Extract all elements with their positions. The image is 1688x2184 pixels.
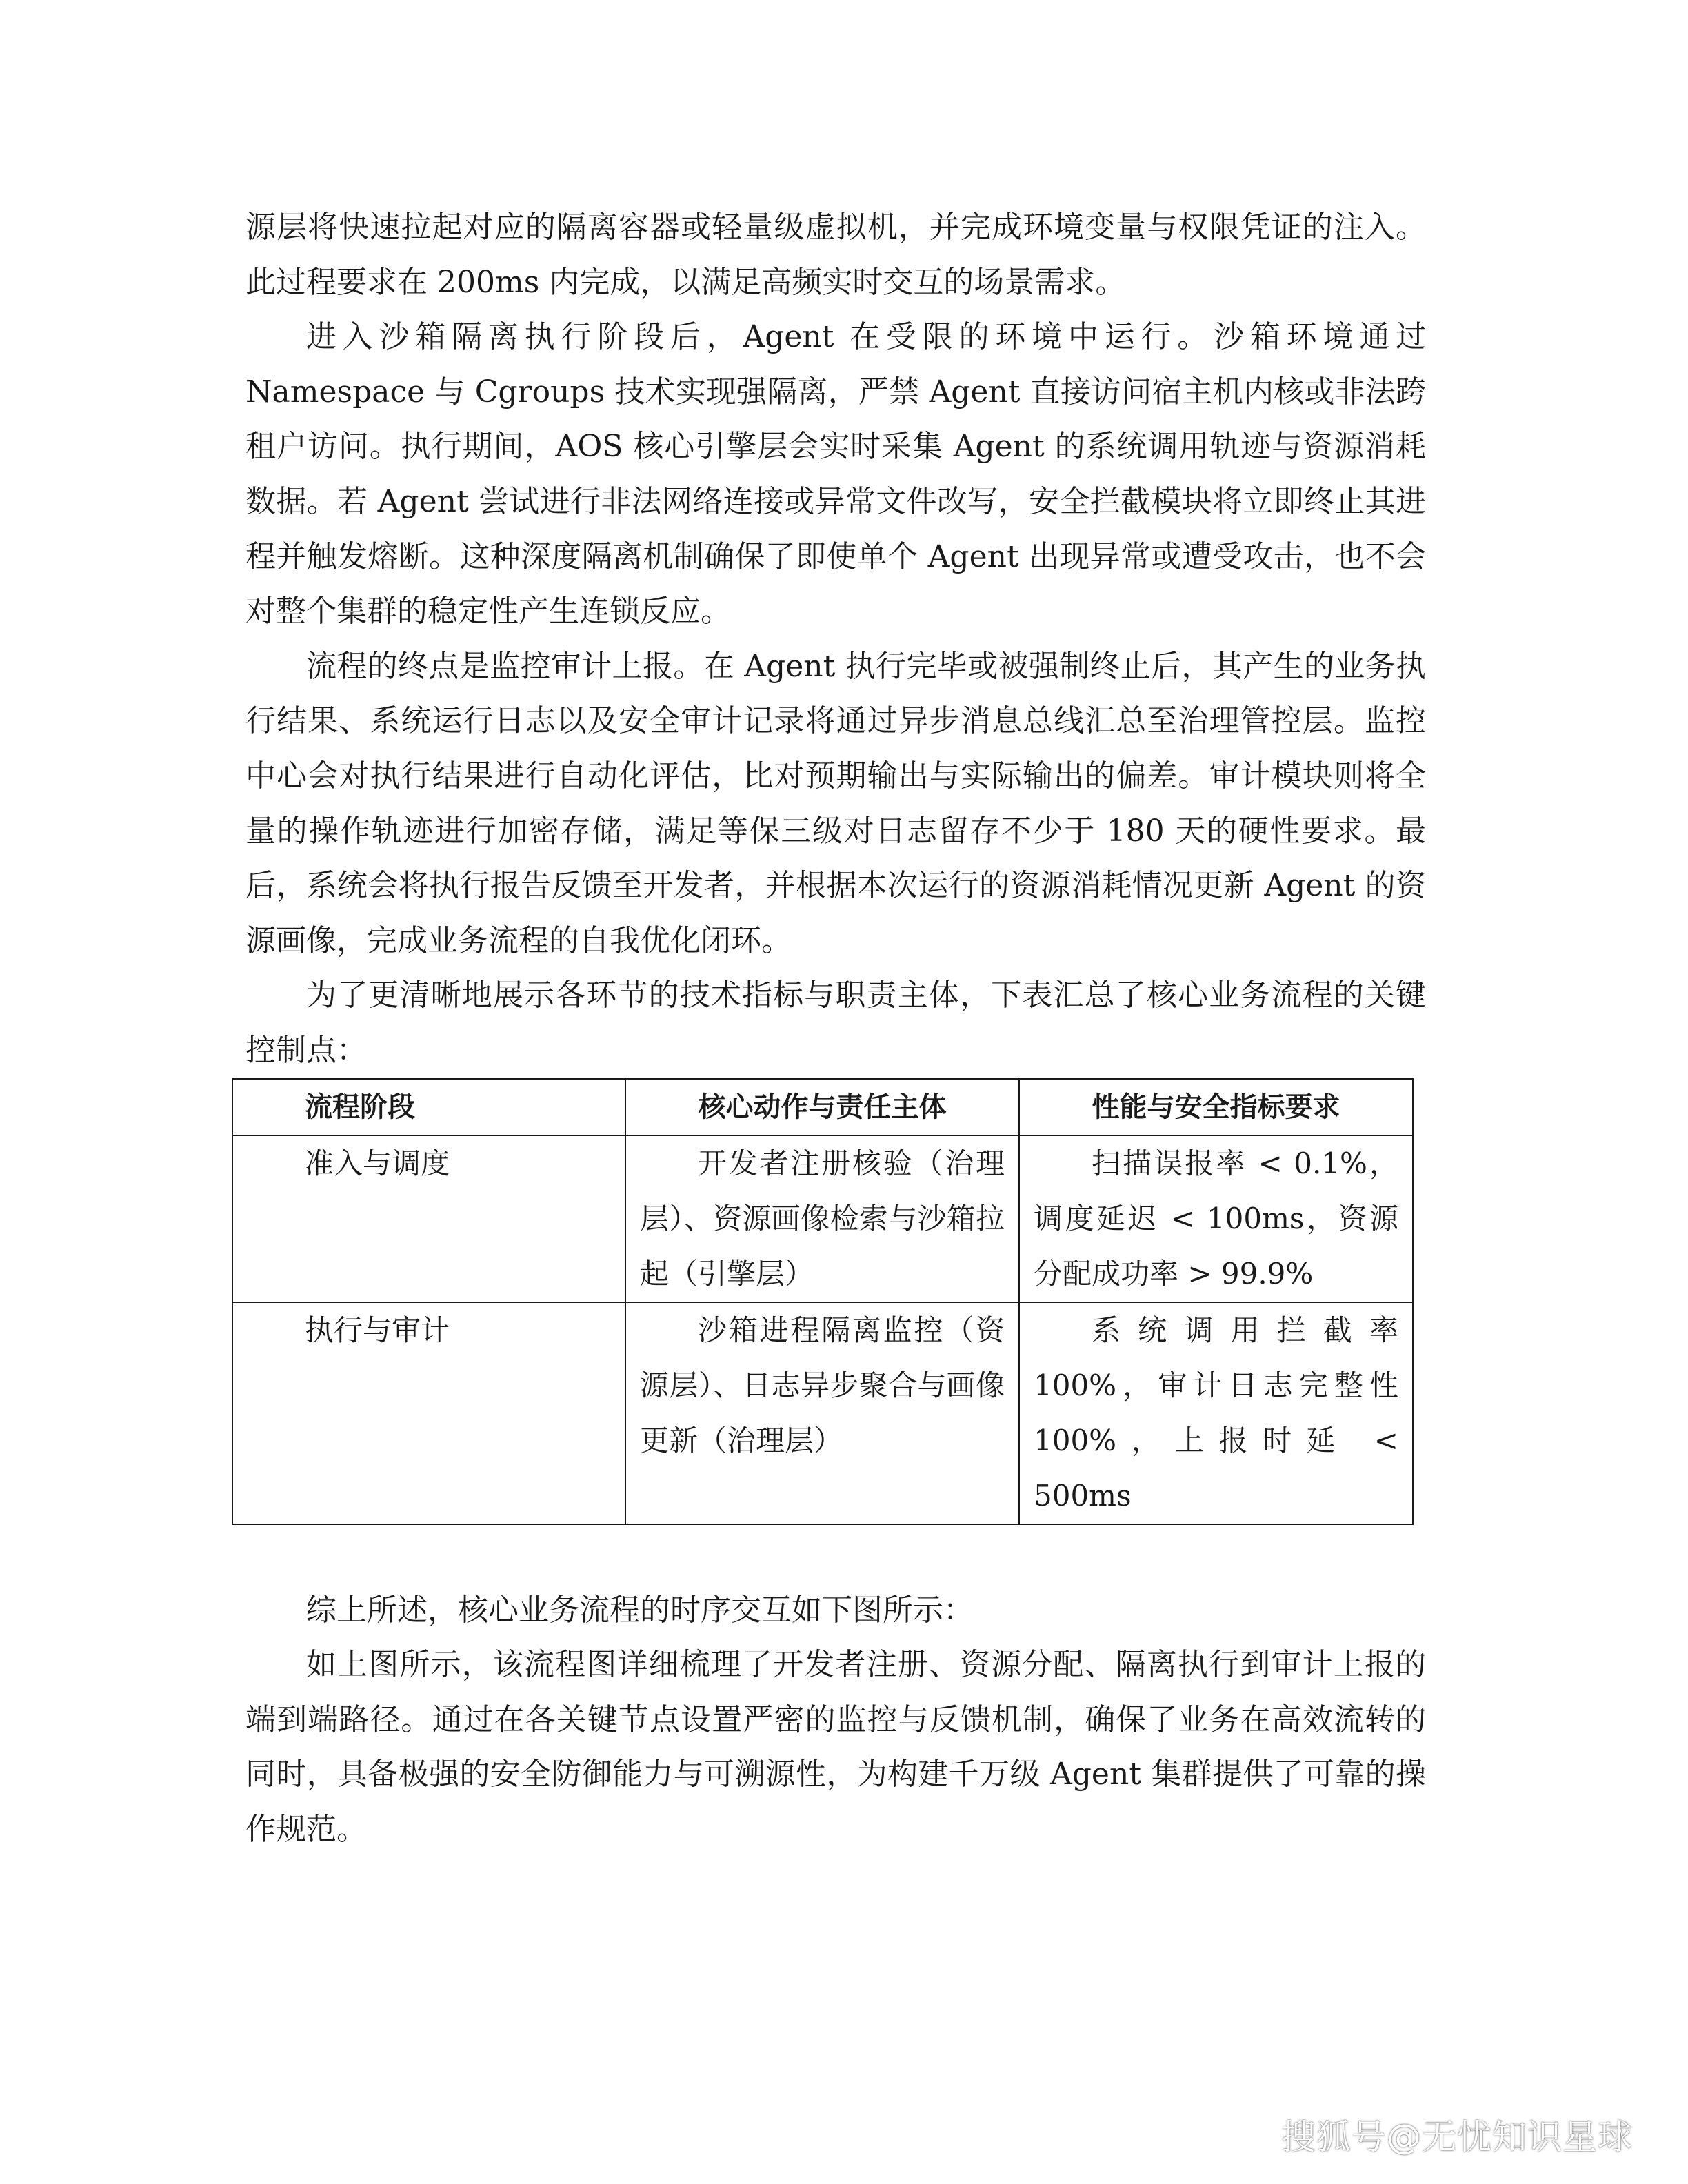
header-stage: 流程阶段 xyxy=(232,1079,625,1135)
control-points-table xyxy=(232,1078,1414,1525)
table-header-row xyxy=(232,1079,1413,1135)
paragraph-monitoring-audit: 流程的终点是监控审计上报。在 Agent 执行完毕或被强制终止后，其产生的业务执行结果、系统运行日志以及安全审计记录将通过异步消息总线汇总至治理管控层。监控中心会对执行结果进行自动化评估，比对预期输出与实际输出的偏差。审计模块则将全量的操作轨迹进行加密存储，满足等保三级对日志留存不少于 180 天的硬性要求。最后，系统会将执行报告反馈至开发者，并根据本次运行的资源消耗情况更新 Agent 的资源画像，完成业务流程的自我优化闭环。 xyxy=(245,648,1426,958)
table-row xyxy=(232,1302,1413,1524)
document-page xyxy=(245,200,1426,1857)
table-row xyxy=(232,1135,1413,1302)
watermark-text: 搜狐号@无忧知识星球 xyxy=(1281,2117,1633,2157)
cell-stage: 执行与审计 xyxy=(232,1302,625,1524)
paragraph-resource-layer: 源层将快速拉起对应的隔离容器或轻量级虚拟机，并完成环境变量与权限凭证的注入。此过程要求在 200ms 内完成，以满足高频实时交互的场景需求。 xyxy=(245,210,1426,300)
cell-stage: 准入与调度 xyxy=(232,1135,625,1302)
paragraph-conclusion: 如上图所示，该流程图详细梳理了开发者注册、资源分配、隔离执行到审计上报的端到端路径。通过在各关键节点设置严密的监控与反馈机制，确保了业务在高效流转的同时，具备极强的安全防御能力与可溯源性，为构建千万级 Agent 集群提供了可靠的操作规范。 xyxy=(245,1647,1426,1847)
paragraph-sandbox-execution: 进入沙箱隔离执行阶段后，Agent 在受限的环境中运行。沙箱环境通过 Namespace 与 Cgroups 技术实现强隔离，严禁 Agent 直接访问宿主机内核或非法跨租户访问。执行期间，AOS 核心引擎层会实时采集 Agent 的系统调用轨迹与资源消耗数据。若 Agent 尝试进行非法网络连接或异常文件改写，安全拦截模块将立即终止其进程并触发熔断。这种深度隔离机制确保了即使单个 Agent 出现异常或遭受攻击，也不会对整个集群的稳定性产生连锁反应。 xyxy=(245,319,1426,629)
cell-metrics: 系统调用拦截率 100%，审计日志完整性 100%，上报时延 < 500ms xyxy=(1019,1302,1413,1524)
cell-metrics: 扫描误报率 < 0.1%，调度延迟 < 100ms，资源分配成功率 > 99.9% xyxy=(1019,1135,1413,1302)
header-actions: 核心动作与责任主体 xyxy=(625,1079,1019,1135)
cell-actions: 开发者注册核验（治理层）、资源画像检索与沙箱拉起（引擎层） xyxy=(625,1135,1019,1302)
cell-actions: 沙箱进程隔离监控（资源层）、日志异步聚合与画像更新（治理层） xyxy=(625,1302,1019,1524)
paragraph-sequence-intro: 综上所述，核心业务流程的时序交互如下图所示： xyxy=(306,1592,974,1628)
header-metrics: 性能与安全指标要求 xyxy=(1019,1079,1413,1135)
paragraph-table-intro: 为了更清晰地展示各环节的技术指标与职责主体，下表汇总了核心业务流程的关键控制点： xyxy=(245,978,1426,1068)
